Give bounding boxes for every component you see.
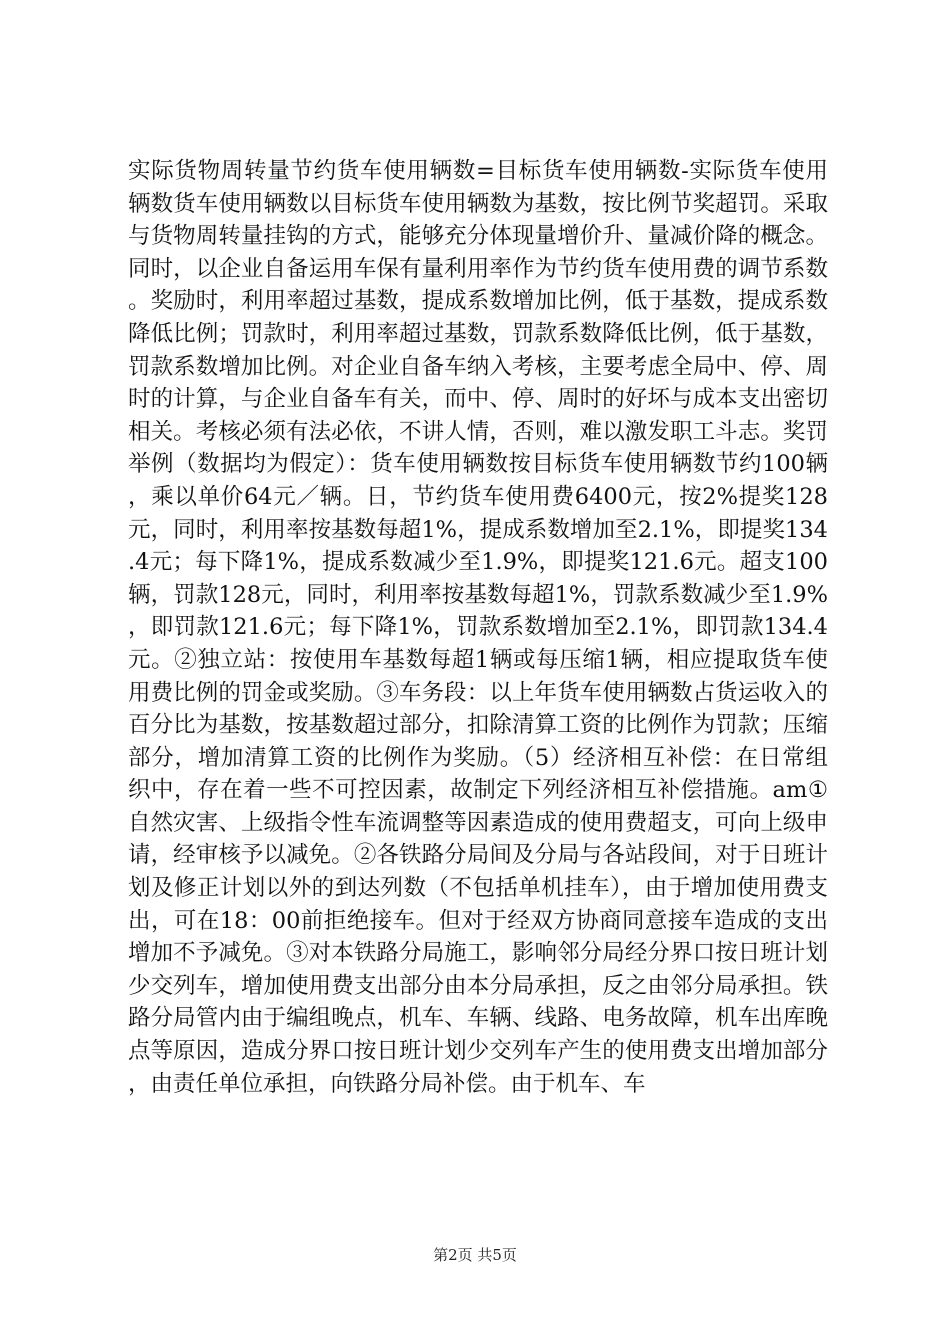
page-footer: 第2页 共5页 [433,1246,517,1264]
body-paragraph: 实际货物周转量节约货车使用辆数=目标货车使用辆数-实际货车使用辆数货车使用辆数以目标货车使用辆数为基数，按比例节奖超罚。采取与货物周转量挂钩的方式，能够充分体现量增价升、量减价降的概念。同时，以企业自备运用车保有量利用率作为节约货车使用费的调节系数。奖励时，利用率超过基数，提成系数增加比例，低于基数，提成系数降低比例；罚款时，利用率超过基数，罚款系数降低比例，低于基数，罚款系数增加比例。对企业自备车纳入考核，主要考虑全局中、停、周时的计算，与企业自备车有关，而中、停、周时的好坏与成本支出密切相关。考核必须有法必依，不讲人情，否则，难以激发职工斗志。奖罚举例（数据均为假定）：货车使用辆数按目标货车使用辆数节约100辆，乘以单价64元／辆。日，节约货车使用费6400元，按2%提奖128元，同时，利用率按基数每超1%，提成系数增加至2.1%，即提奖134.4元；每下降1%，提成系数减少至1.9%，即提奖121.6元。超支100辆，罚款128元，同时，利用率按基数每超1%，罚款系数减少至1.9%，即罚款121.6元；每下降1%，罚款系数增加至2.1%，即罚款134.4元。②独立站：按使用车基数每超1辆或每压缩1辆，相应提取货车使用费比例的罚金或奖励。③车务段：以上年货车使用辆数占货运收入的百分比为基数，按基数超过部分，扣除清算工资的比例作为罚款；压缩部分，增加清算工资的比例作为奖励。（5）经济相互补偿：在日常组织中，存在着一些不可控因素，故制定下列经济相互补偿措施。am①自然灾害、上级指令性车流调整等因素造成的使用费超支，可向上级申请，经审核予以减免。②各铁路分局间及分局与各站段间，对于日班计划及修正计划以外的到达列数（不包括单机挂车），由于增加使用费支出，可在18：00前拒绝接车。但对于经双方协商同意接车造成的支出增加不予减免。③对本铁路分局施工，影响邻分局经分界口按日班计划少交列车，增加使用费支出部分由本分局承担，反之由邻分局承担。铁路分局管内由于编组晚点，机车、车辆、线路、电务故障，机车出库晚点等原因，造成分界口按日班计划少交列车产生的使用费支出增加部分，由责任单位承担，向铁路分局补偿。由于机车、车 [128,158,828,1097]
